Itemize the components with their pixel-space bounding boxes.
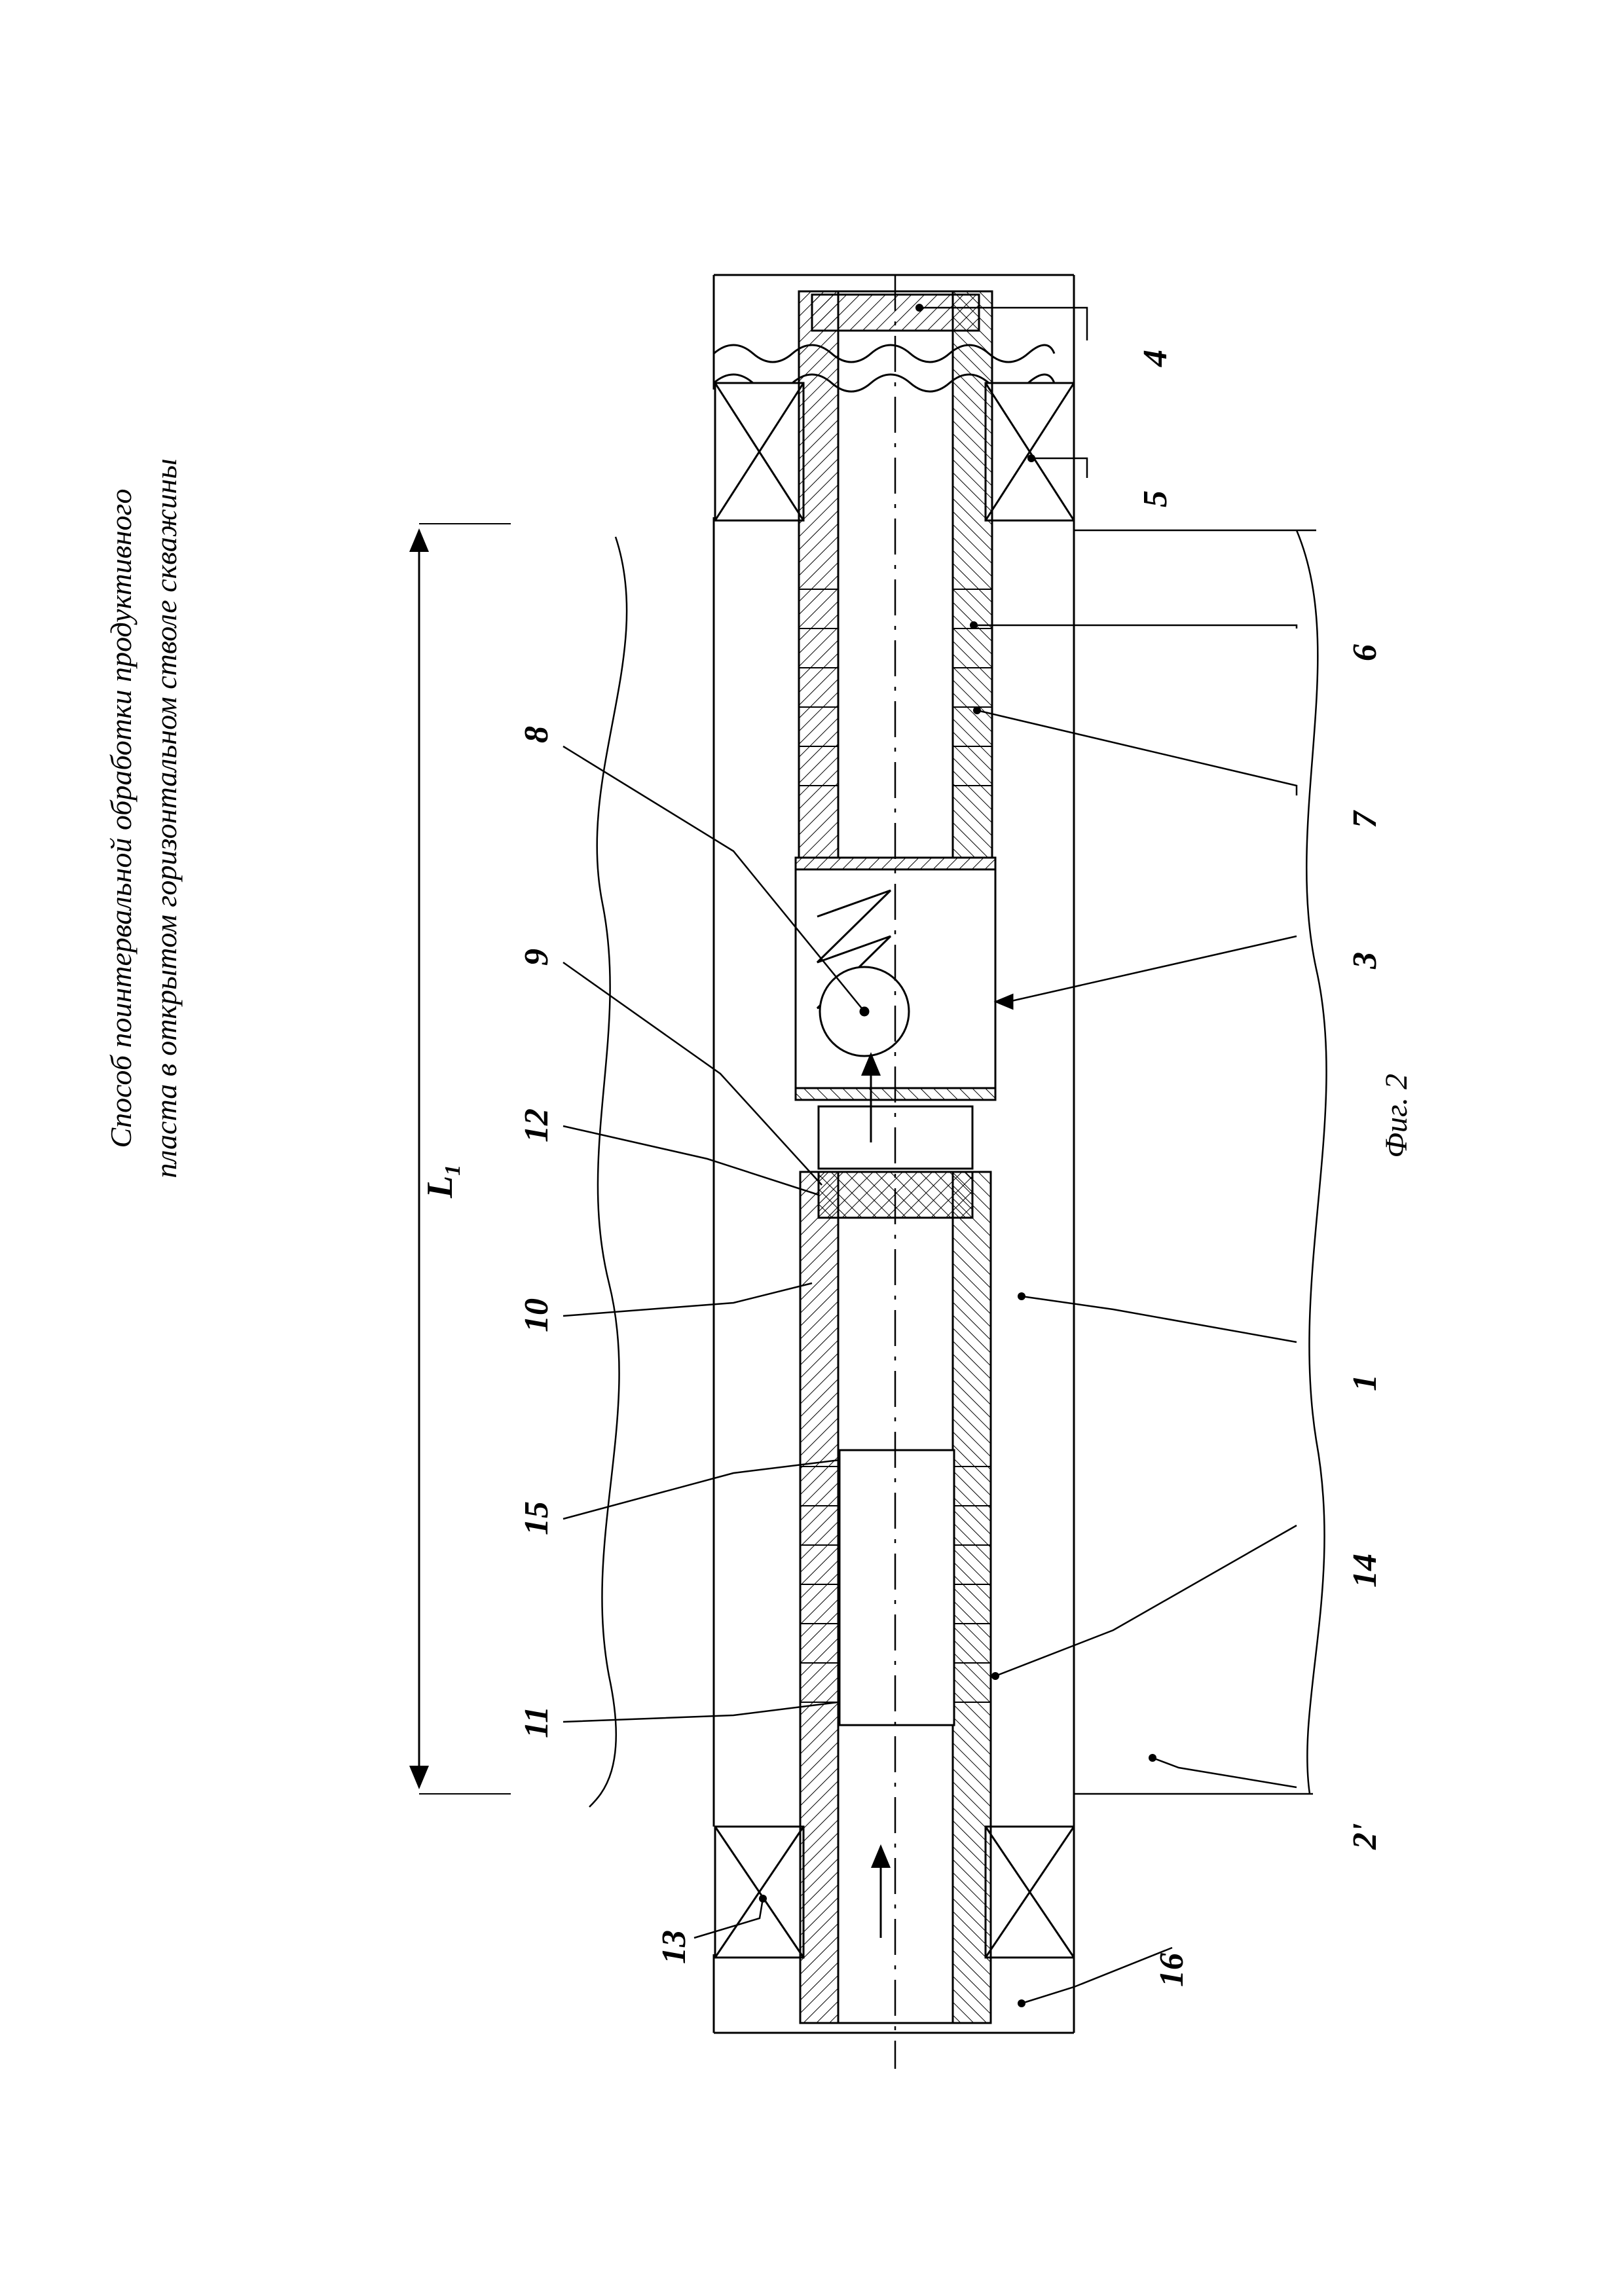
ref-label-3: 3 [1346, 952, 1384, 969]
figure-caption: Фиг. 2 [1379, 1074, 1414, 1158]
ref-label-6: 6 [1346, 644, 1384, 661]
ref-label-5: 5 [1137, 490, 1174, 507]
ref-label-13: 13 [655, 1930, 693, 1964]
formation-boundary [589, 537, 627, 1807]
ref-label-8: 8 [518, 726, 555, 743]
ref-label-15: 15 [518, 1501, 555, 1535]
ref-label-4: 4 [1137, 350, 1174, 367]
ref-label-14: 14 [1346, 1554, 1384, 1588]
formation-envelope [1074, 530, 1327, 1794]
ref-label-16: 16 [1153, 1953, 1190, 1987]
dimension-line-L1 [419, 524, 511, 1794]
dimension-label-subscript: 1 [441, 1164, 466, 1176]
ref-label-10: 10 [518, 1298, 555, 1332]
dimension-label-main: L [420, 1175, 460, 1198]
page-title-line-1: Способ поинтервальной обработки продуктивного [104, 488, 138, 1148]
ref-label-12: 12 [518, 1108, 555, 1142]
ref-label-1: 1 [1346, 1374, 1384, 1391]
ref-label-9: 9 [518, 949, 555, 966]
ref-label-11: 11 [518, 1705, 555, 1738]
ref-label-2: 2' [1346, 1823, 1384, 1850]
ref-label-7: 7 [1346, 811, 1384, 828]
page-title-line-2: пласта в открытом горизонтальном стволе скважины [149, 458, 183, 1178]
